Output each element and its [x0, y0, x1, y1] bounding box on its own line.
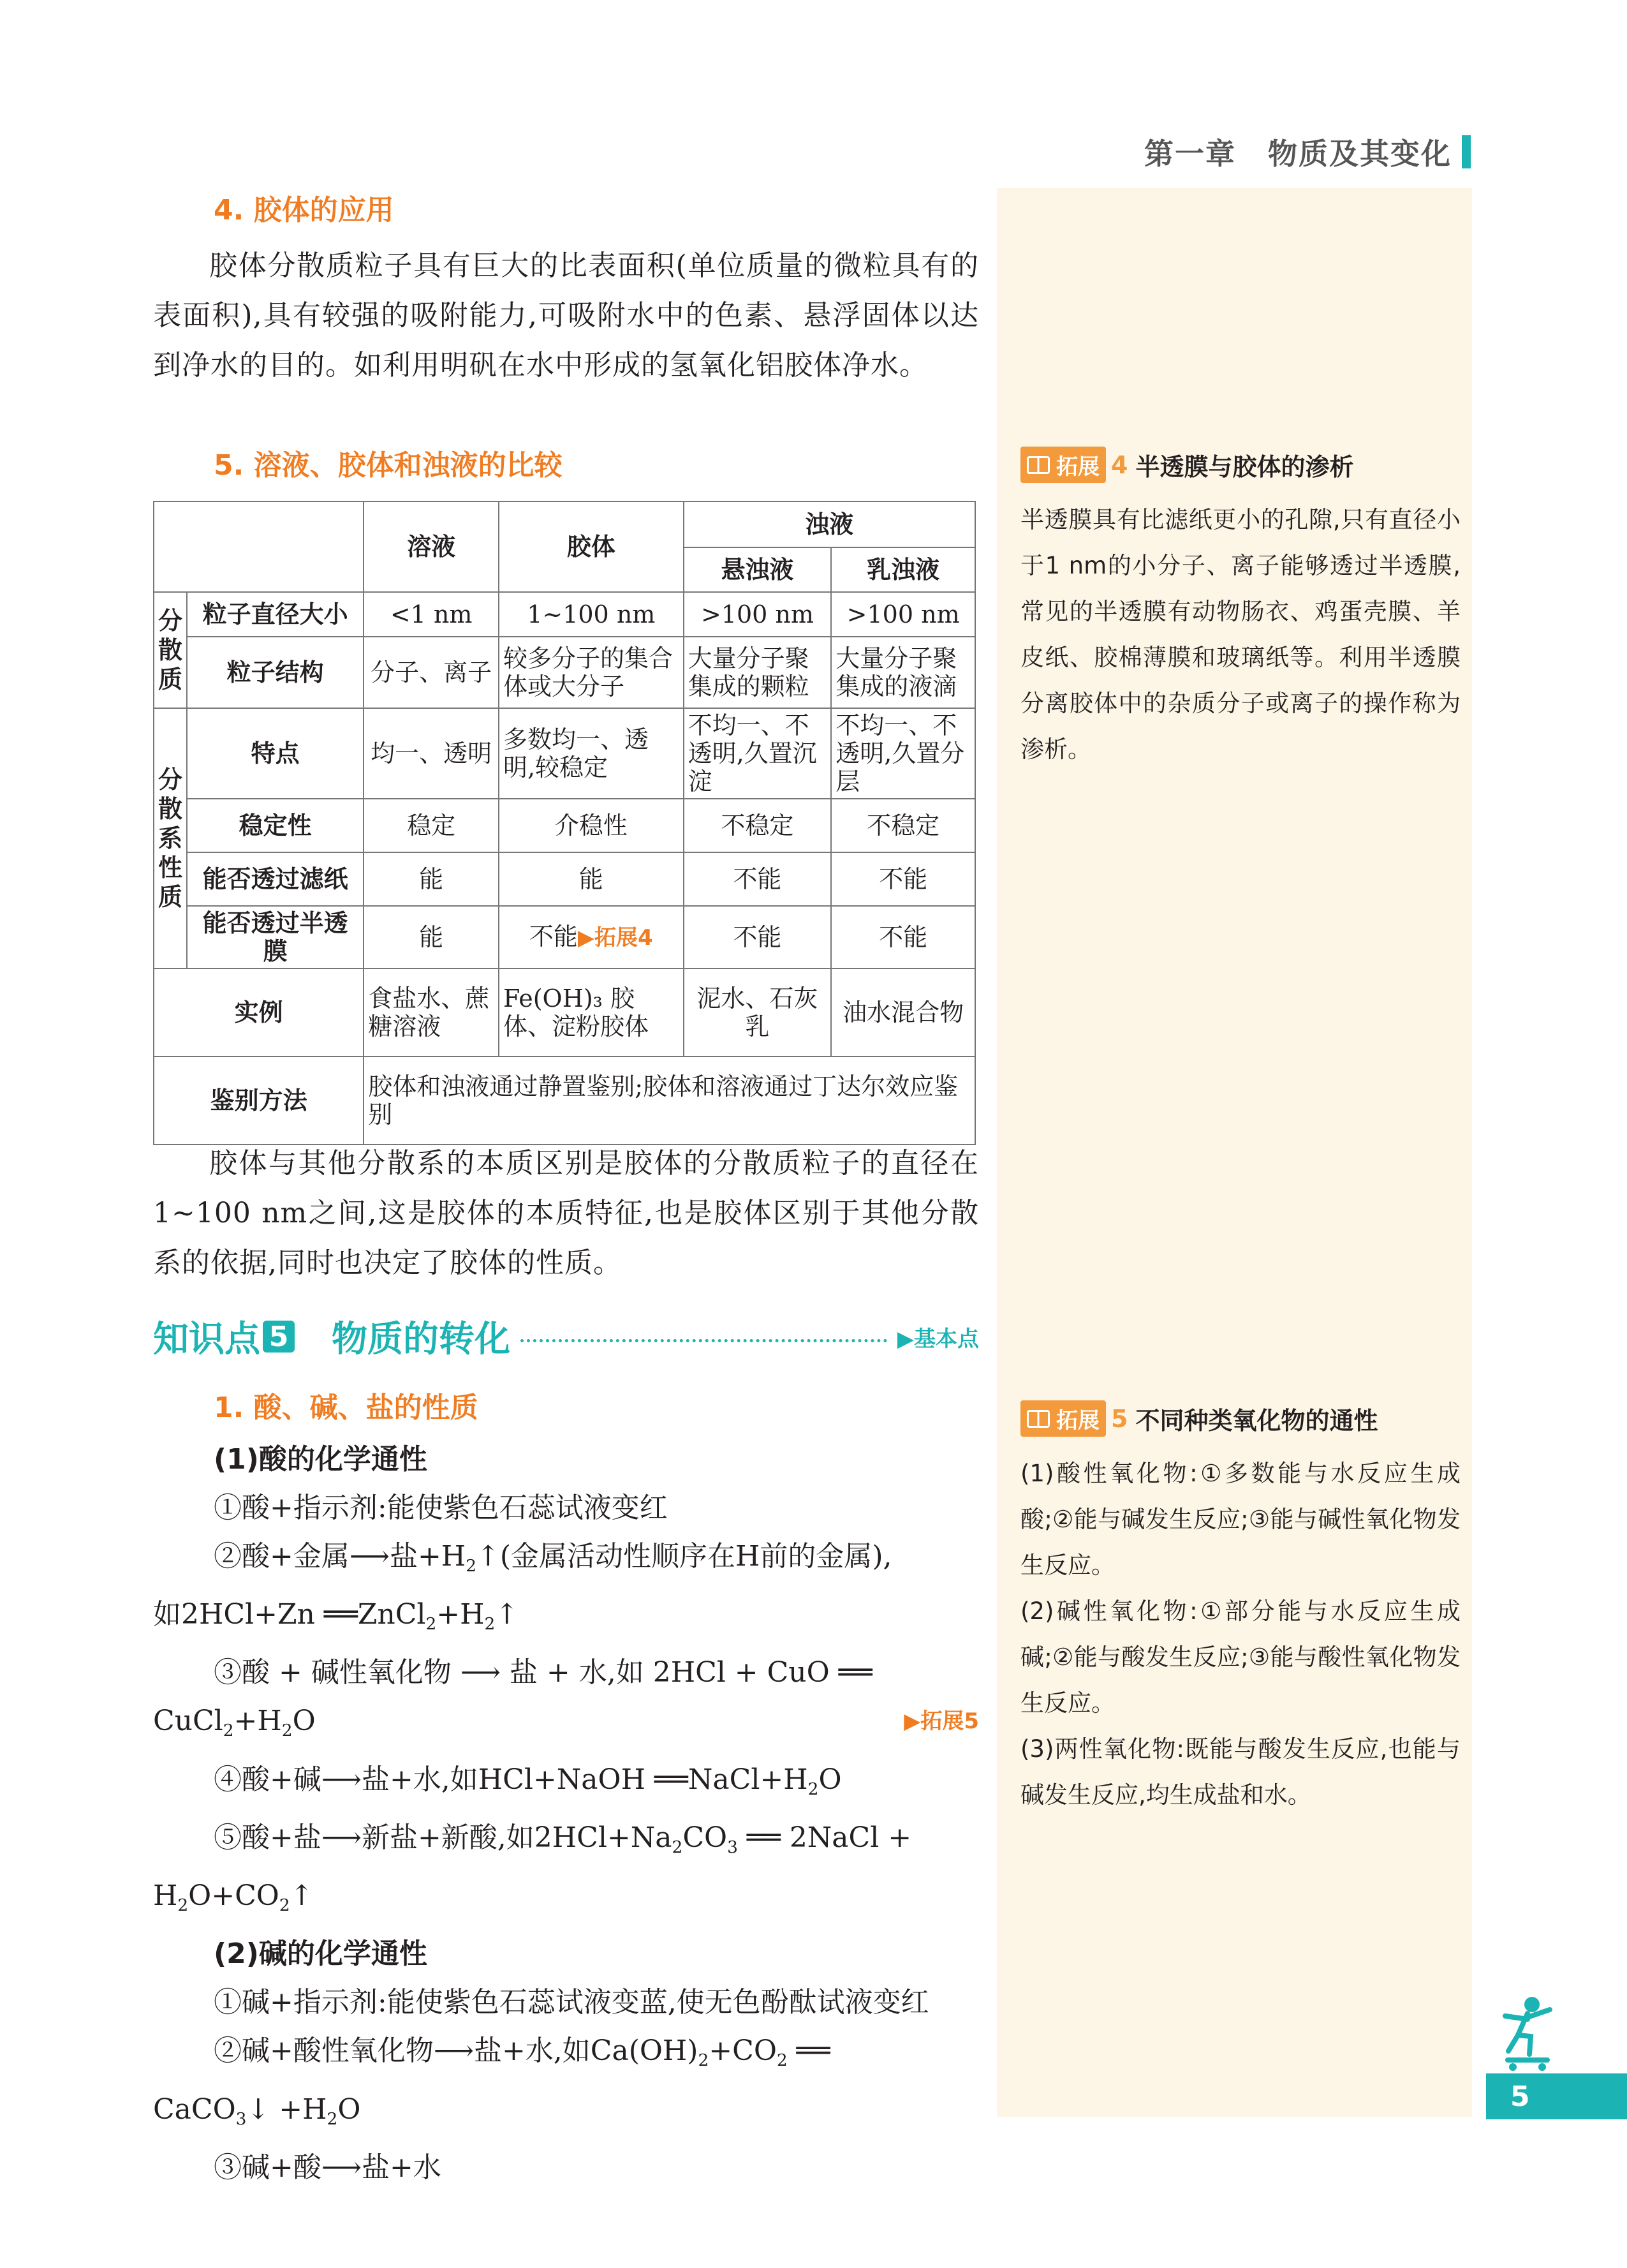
group-dispersoid [154, 592, 187, 708]
group-property [154, 708, 187, 968]
subscript: 2 [327, 2109, 338, 2129]
section-heading: 4. 胶体的应用 [214, 194, 394, 226]
table-row [154, 799, 975, 852]
table-row [154, 1056, 975, 1145]
text: ══ [787, 2035, 830, 2068]
table-row [154, 906, 975, 968]
text: 如2HCl+Zn ══ZnCl [153, 1598, 426, 1631]
table-header-row [154, 501, 975, 547]
text: +H [436, 1598, 485, 1631]
table-cell: 介稳性 [499, 799, 684, 852]
table-cell: 胶体和浊液通过静置鉴别;胶体和溶液通过丁达尔效应鉴别 [364, 1056, 975, 1145]
page-number: 5 [1486, 2073, 1627, 2119]
header-solution: 溶液 [364, 501, 499, 592]
chapter-label: 第一章 [1144, 137, 1236, 171]
header-colloid: 胶体 [499, 501, 684, 592]
dotted-leader [520, 1338, 887, 1342]
subscript: 2 [223, 1721, 234, 1741]
knowledge-point-title [153, 1311, 979, 1362]
subscript: 2 [776, 2050, 788, 2071]
table-cell: 不能 [831, 906, 975, 968]
subscript: 2 [177, 1895, 189, 1916]
table-cell: 大量分子聚集成的颗粒 [684, 637, 832, 708]
text: CuCl [153, 1705, 223, 1738]
table-cell: 不能 [684, 852, 832, 906]
table-row [154, 592, 975, 637]
acid-property-2 [153, 1532, 979, 1590]
row-label: 能否透过半透膜 [187, 906, 364, 968]
table-cell: 大量分子聚集成的液滴 [831, 637, 975, 708]
base-property-2 [153, 2027, 979, 2085]
extension-para: (1)酸性氧化物:①多数能与水反应生成酸;②能与碱发生反应;③能与碱性氧化物发生反应。 [1020, 1460, 1461, 1579]
skateboarder-mascot-icon [1492, 1990, 1563, 2073]
extension-box-5 [1020, 1400, 1461, 1818]
table-cell: 油水混合物 [831, 968, 975, 1056]
row-label: 粒子直径大小 [187, 592, 364, 637]
base-property-2-cont [153, 2086, 979, 2144]
table-cell: 泥水、石灰乳 [684, 968, 832, 1056]
row-label: 特点 [187, 708, 364, 799]
acid-property-3-cont [153, 1697, 979, 1755]
text: ↑ [495, 1598, 519, 1631]
comparison-table [153, 501, 976, 1145]
subscript: 3 [235, 2109, 247, 2129]
table-cell: 能 [364, 852, 499, 906]
table-cell: 均一、透明 [364, 708, 499, 799]
table-cell: Fe(OH)₃ 胶体、淀粉胶体 [499, 968, 684, 1056]
row-label: 能否透过滤纸 [187, 852, 364, 906]
header-suspension: 悬浊液 [684, 547, 832, 592]
table-cell: >100 nm [831, 592, 975, 637]
table-cell: 不均一、不透明,久置分层 [831, 708, 975, 799]
table-cell: 不均一、不透明,久置沉淀 [684, 708, 832, 799]
text: ↓ +H [246, 2093, 327, 2126]
table-cell: 多数均一、透明,较稳定 [499, 708, 684, 799]
text: +H [233, 1705, 282, 1738]
table-cell: 较多分子的集合体或大分子 [499, 637, 684, 708]
extension-box-4 [1020, 447, 1461, 773]
text: CO [682, 1821, 728, 1854]
book-icon [1027, 456, 1050, 474]
table-cell: 能 [499, 852, 684, 906]
table-cell: 不稳定 [831, 799, 975, 852]
vertical-label: 分 散 系 性 质 [158, 766, 182, 911]
subscript: 2 [279, 1895, 290, 1916]
kp-number: 5 [263, 1321, 295, 1353]
subheading-base: (2)碱的化学通性 [214, 1938, 427, 1971]
kp-label [153, 1311, 300, 1362]
extension-number: 5 [1111, 1404, 1128, 1433]
text: ⑤酸+盐⟶新盐+新酸,如2HCl+Na [214, 1821, 672, 1854]
row-label: 鉴别方法 [154, 1056, 364, 1145]
extension-link[interactable]: ▶拓展5 [904, 1708, 979, 1735]
text: H [153, 1879, 178, 1913]
table-cell: 不稳定 [684, 799, 832, 852]
acid-property-2-example [153, 1590, 979, 1649]
acid-property-1: ①酸+指示剂:能使紫色石蕊试液变红 [214, 1492, 668, 1524]
extension-header [1020, 447, 1461, 483]
subheading-acid: (1)酸的化学通性 [214, 1443, 427, 1476]
row-label: 实例 [154, 968, 364, 1056]
table-cell [499, 906, 684, 968]
text: O+CO [188, 1879, 279, 1913]
badge-text: 拓展 [1056, 1408, 1100, 1434]
paragraph: 胶体分散质粒子具有巨大的比表面积(单位质量的微粒具有的表面积),具有较强的吸附能力,可吸附水中的色素、悬浮固体以达到净水的目的。如利用明矾在水中形成的氢氧化铝胶体净水。 [153, 249, 979, 382]
text: ↑ [290, 1879, 314, 1913]
text: +CO [709, 2035, 777, 2068]
subscript: 2 [466, 1556, 476, 1576]
kp-title: 物质的转化 [332, 1319, 510, 1360]
extension-link[interactable]: ▶拓展4 [577, 925, 653, 951]
chapter-title: 物质及其变化 [1268, 137, 1452, 171]
kp-label-text: 知识点 [153, 1319, 260, 1360]
section-acid-base-salt [153, 1386, 979, 2192]
extension-title: 半透膜与胶体的渗析 [1135, 453, 1354, 481]
extension-number: 4 [1111, 450, 1128, 479]
row-label: 稳定性 [187, 799, 364, 852]
section-heading: 1. 酸、碱、盐的性质 [214, 1391, 478, 1424]
table-cell: 分子、离子 [364, 637, 499, 708]
text: ②酸+金属⟶盐+H [214, 1540, 466, 1573]
acid-property-5 [153, 1814, 979, 1872]
kp-tag[interactable]: ▶基本点 [897, 1326, 979, 1352]
text: ④酸+碱⟶盐+水,如HCl+NaOH ══NaCl+H [214, 1763, 808, 1796]
base-property-3: ③碱+酸⟶盐+水 [214, 2151, 441, 2184]
table-cell: 不能 [684, 906, 832, 968]
subscript: 2 [484, 1614, 496, 1634]
text: O [292, 1705, 316, 1738]
text: O [337, 2093, 361, 2126]
row-label: 粒子结构 [187, 637, 364, 708]
subscript: 2 [698, 2050, 709, 2071]
text: CaCO [153, 2093, 236, 2126]
section-heading-comparison: 5. 溶液、胶体和浊液的比较 [214, 449, 563, 482]
text: ↑(金属活动性顺序在H前的金属), [476, 1540, 892, 1573]
text: ②碱+酸性氧化物⟶盐+水,如Ca(OH) [214, 2035, 698, 2068]
header-turbid: 浊液 [684, 501, 975, 547]
extension-para: (2)碱性氧化物:①部分能与水反应生成碱;②能与酸发生反应;③能与酸性氧化物发生反应。 [1020, 1597, 1461, 1717]
acid-property-5-cont [153, 1872, 979, 1930]
subscript: 2 [425, 1614, 437, 1634]
cell-text: 不能 [529, 923, 578, 951]
table-row [154, 852, 975, 906]
extension-badge [1020, 447, 1106, 483]
table-row [154, 637, 975, 708]
header-accent-bar [1462, 135, 1471, 168]
table-cell: 能 [364, 906, 499, 968]
subscript: 2 [807, 1779, 819, 1799]
vertical-label: 分 散 质 [158, 607, 182, 693]
extension-badge [1020, 1400, 1106, 1437]
extension-para: (3)两性氧化物:既能与酸发生反应,也能与碱发生反应,均生成盐和水。 [1020, 1735, 1461, 1809]
base-property-1: ①碱+指示剂:能使紫色石蕊试液变蓝,使无色酚酞试液变红 [214, 1986, 929, 2019]
header-emulsion: 乳浊液 [831, 547, 975, 592]
table-row [154, 968, 975, 1056]
extension-title: 不同种类氧化物的通性 [1135, 1407, 1378, 1435]
extension-header [1020, 1400, 1461, 1437]
paragraph: 胶体与其他分散系的本质区别是胶体的分散质粒子的直径在1~100 nm之间,这是胶体的本质特征,也是胶体区别于其他分散系的依据,同时也决定了胶体的性质。 [153, 1147, 979, 1279]
text: ══ 2NaCl + [737, 1821, 912, 1854]
section-colloid-application [153, 191, 979, 390]
acid-property-4 [153, 1756, 979, 1814]
table-cell: <1 nm [364, 592, 499, 637]
book-icon [1027, 1410, 1050, 1428]
table-cell: 食盐水、蔗糖溶液 [364, 968, 499, 1056]
table-row [154, 708, 975, 799]
subscript: 3 [727, 1837, 738, 1858]
running-header [1144, 131, 1471, 173]
table-cell: >100 nm [684, 592, 832, 637]
table-cell: 稳定 [364, 799, 499, 852]
table-cell: 1~100 nm [499, 592, 684, 637]
acid-property-3: ③酸 + 碱性氧化物 ⟶ 盐 + 水,如 2HCl + CuO ══ [214, 1656, 872, 1689]
table-cell: 不能 [831, 852, 975, 906]
text: O [818, 1763, 842, 1796]
subscript: 2 [281, 1721, 293, 1741]
text [153, 1697, 316, 1755]
extension-body: 半透膜具有比滤纸更小的孔隙,只有直径小于1 nm的小分子、离子能够透过半透膜,常见的半透膜有动物肠衣、鸡蛋壳膜、羊皮纸、胶棉薄膜和玻璃纸等。利用半透膜分离胶体中的杂质分子或离子的操作称为渗析。 [1020, 506, 1461, 763]
badge-text: 拓展 [1056, 454, 1100, 480]
subscript: 2 [672, 1837, 683, 1858]
